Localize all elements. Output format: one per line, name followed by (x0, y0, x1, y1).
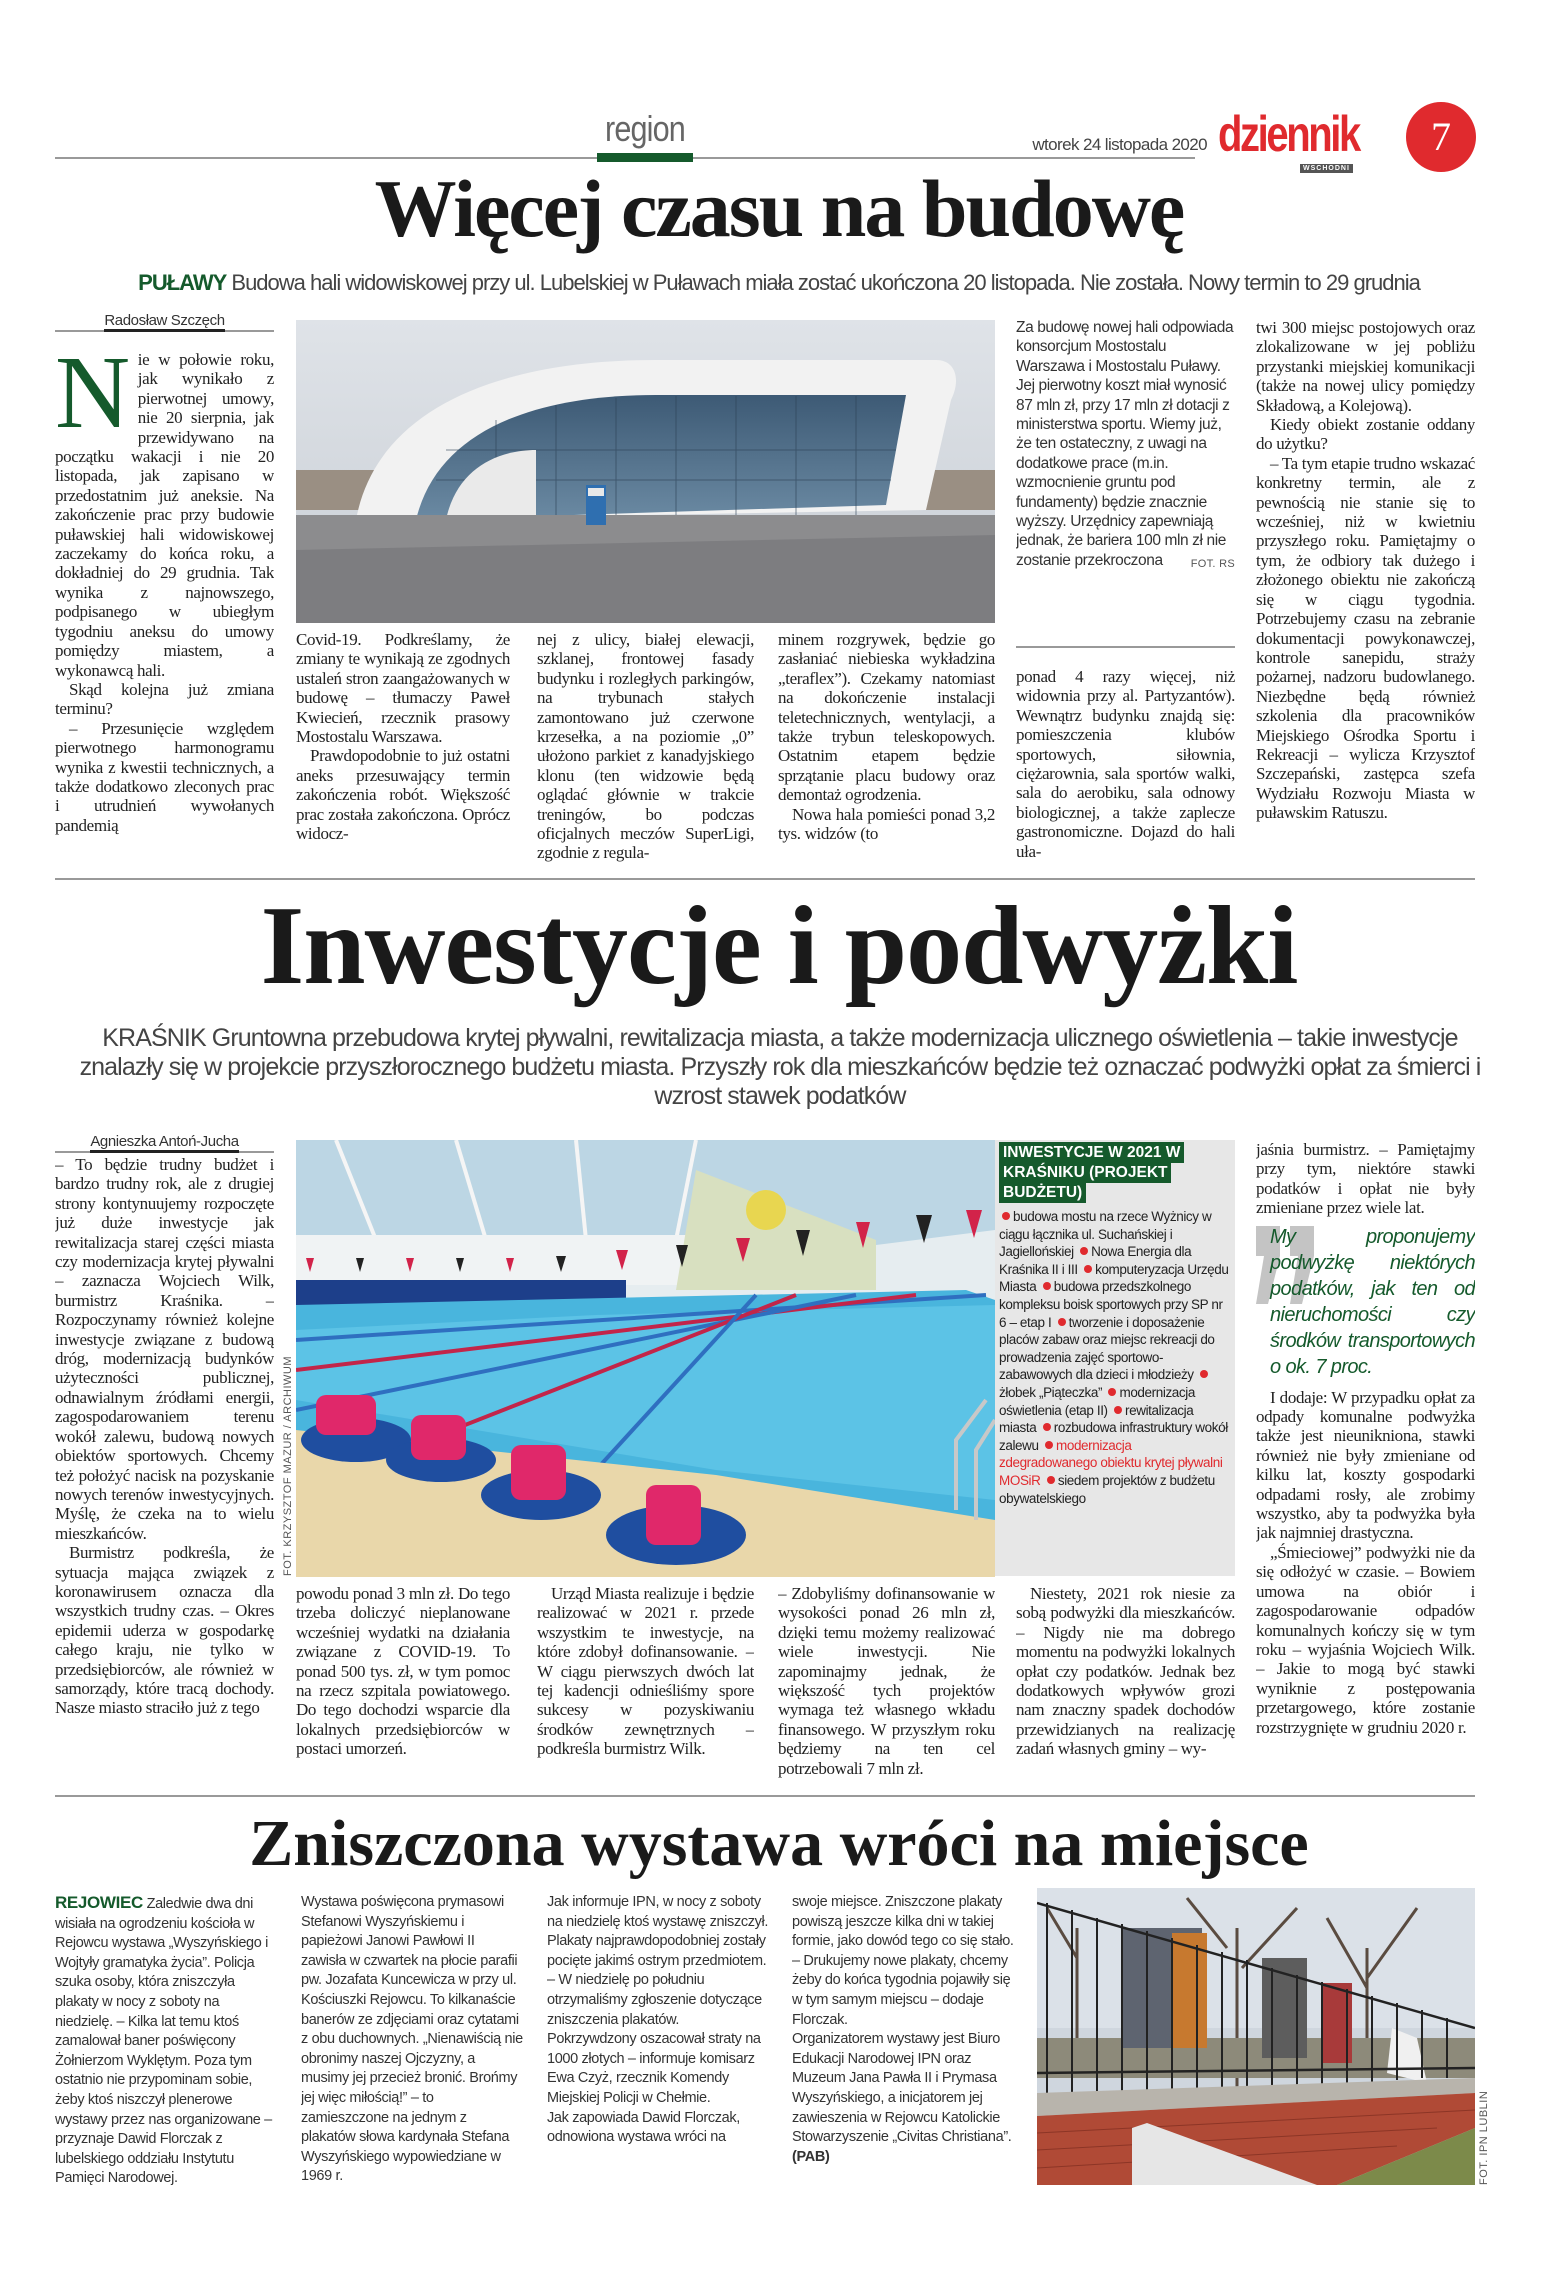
paragraph: – Zdobyliśmy dofinansowanie w wysokości ponad 26 mln zł, dzięki temu możemy realizować wiele inwestycji. Nie zapominajmy jednak, że większość tych projektów wymaga też własnego wkładu finansowego. W przyszłym roku będziemy na ten cel potrzebowali 7 mln zł. (778, 1584, 995, 1778)
article2-byline (55, 1133, 274, 1153)
photo-caption (1016, 318, 1235, 648)
list-item: Nowa Energia dla Kraśnika II i III (999, 1244, 1192, 1277)
article1-column-1 (55, 350, 274, 870)
article3-column-2 (301, 1893, 523, 2193)
paragraph: „Śmieciowej” podwyżki nie da się odłożyć w czasie. – Bowiem umowa na obiór i zagospodarowanie odpadów komunalnych kończy się w tym roku – wyjaśnia Wojciech Wilk. – Jakie to mogą być stawki wyniknie z postępowania przetargowego, które zostanie rozstrzygnięte w grudniu 2020 r. (1256, 1542, 1475, 1737)
investments-factbox (995, 1140, 1235, 1576)
author-name: Agnieszka Antoń-Jucha (90, 1133, 238, 1153)
bullet-icon (1058, 1318, 1066, 1326)
paragraph: Burmistrz podkreśla, że sytuacja mająca związek z koronawirusem oznacza dla wszystkich trudny czas. – Okres epidemii uderza w gospodarkę całego kraju, nie tylko w przedsiębiorców, ale również w samorządy, które tracą dochody. Nasze miasto straciło już z tego (55, 1543, 274, 1718)
paragraph: nej z ulicy, białej elewacji, szklanej, frontowej fasady budynku i rozległych parkingów, na trybunach stałych zamontowano już czerwone krzesełka, a na poziomie „0” ułożono parkiet z kanadyjskiego klonu (ten widzowie będą oglądać głównie w trakcie treningów, bo podczas oficjalnych meczów SuperLigi, zgodnie z regula- (537, 630, 754, 863)
paragraph: Nowa hala pomieści ponad 3,2 tys. widzów (to (778, 804, 995, 844)
paragraph: Organizatorem wystawy jest Biuro Edukacji Narodowej IPN oraz Muzeum Jana Pawła II i Prymasa Wyszyńskiego, a inicjatorem jej zawieszenia w Rejowcu Katolickie Stowarzyszenie „Civitas Christiana”. (792, 2031, 1012, 2146)
list-item: rozbudowa infrastruktury wokół zalewu (999, 1420, 1228, 1453)
drop-cap: N (55, 350, 130, 450)
article3-headline: Zniszczona wystawa wróci na miejsce (249, 1807, 1309, 1880)
author-name: Radosław Szczęch (104, 312, 224, 332)
lead-text: Budowa hali widowiskowej przy ul. Lubelskiej w Puławach miała zostać ukończona 20 listopada. Nie została. Nowy termin to 29 grudnia (231, 270, 1420, 295)
article2-column-3 (537, 1584, 754, 1784)
photo-credit: FOT. KRZYSZTOF MAZUR / ARCHIWUM (282, 1355, 294, 1576)
paragraph: Zaledwie dwa dni wisiała na ogrodzeniu kościoła w Rejowcu wystawa „Wyszyńskiego i Wojtyły gramatyka życia”. Policja szuka osoby, która zniszczyła plakaty w nocy z soboty na niedzielę. – Kilka lat temu ktoś zamalował baner poświęcony Żołnierzom Wyklętym. Poza tym ostatnio nie przypominam sobie, żeby ktoś niszczył plenerowe wystawy przez nas organizowane – przyznaje Dawid Florczak z lubelskiego oddziału Instytutu Pamięci Narodowej. (55, 1896, 272, 2187)
article2-column-4 (778, 1584, 995, 1784)
photo-credit: FOT. IPN LUBLIN (1478, 2090, 1490, 2185)
paragraph: Jak informuje IPN, w nocy z soboty na niedzielę ktoś wystawę zniszczył. Plakaty najprawdopodobniej zostały pocięte jakimś ostrym przedmiotem. – W niedzielę po południu otrzymaliśmy zgłoszenie dotyczące zniszczenia plakatów. Pokrzywdzony oszacował straty na 1000 złotych – informuje komisarz Ewa Czyż, rzecznik Komendy Miejskiej Policji w Chełmie. (547, 1894, 769, 2106)
paragraph: ie w połowie roku, jak wynikało z pierwotnej umowy, nie 20 sierpnia, jak przewidywano na początku wakacji i nie 20 listopada, jak zapisano w przedostatnim już aneksie. Na zakończenie prac przy budowie puławskiej hali widowiskowej zaczekamy do końca roku, a dokładniej do 29 grudnia. Tak wynika z najnowszego, podpisanego w ubiegłym tygodniu aneksu do umowy pomiędzy miastem, a wykonawcą hali. (55, 350, 274, 680)
bullet-icon (1080, 1247, 1088, 1255)
paragraph: Prawdopodobnie to już ostatni aneks przesuwający termin zakończenia robót. Większość prac została zakończona. Oprócz widocz- (296, 746, 510, 844)
article1-headline: Więcej czasu na budowę (374, 163, 1184, 254)
article1-byline (55, 312, 274, 332)
issue-date: wtorek 24 listopada 2020 (1032, 135, 1207, 154)
pull-quote-text: My proponujemy podwyżkę niektórych podatków, jak ten od nieruchomości czy środków transportowych o ok. 7 proc. (1270, 1225, 1475, 1378)
article3-column-1 (55, 1893, 277, 2193)
paragraph: swoje miejsce. Zniszczone plakaty powiszą jeszcze kilka dni w takiej formie, jako dowód tego co się stało. – Drukujemy nowe plakaty, chcemy żeby do końca tygodnia pojawiły się w tym samym miejscu – dodaje Florczak. (792, 1894, 1014, 2028)
paragraph: Covid-19. Podkreślamy, że zmiany te wynikają ze zgodnych ustaleń stron zaangażowanych w budowę – tłumaczy Paweł Kwiecień, rzecznik prasowy Mostostalu Warszawa. (296, 630, 510, 747)
paragraph: I dodaje: W przypadku opłat za odpady komunalne podwyżka także jest nieunikniona, stawki również nie były zmieniane od kilku lat, koszty gospodarki odpadami rosły, ale zrobimy wszystko, aby ta podwyżka była jak najmniej drastyczna. (1256, 1387, 1475, 1543)
paragraph: Jak zapowiada Dawid Florczak, odnowiona wystawa wróci na (547, 2109, 740, 2146)
list-item: żłobek „Piąteczka” (999, 1384, 1103, 1400)
list-item: siedem projektów z budżetu obywatelskiego (999, 1472, 1215, 1506)
paragraph: – Przesunięcie względem pierwotnego harmonogramu wynika z kwestii technicznych, a także dodatkowo zleconych prac i utrudnień wywołanych pandemią (55, 718, 274, 835)
article1-column-5 (1016, 667, 1235, 870)
lead-place: PUŁAWY (138, 270, 227, 295)
damaged-exhibition-photo (1037, 1888, 1475, 2185)
article2-column-6 (1256, 1140, 1475, 1785)
section-tab-marker (597, 153, 693, 162)
list-item: tworzenie i doposażenie placów zabaw oraz miejsc rekreacji do prowadzenia zajęć sportowo-zabawowych dla dzieci i młodzieży (999, 1314, 1215, 1383)
list-item: komputeryzacja Urzędu Miasta (999, 1261, 1229, 1295)
paragraph: – Ta tym etapie trudno wskazać konkretny termin, ale z pewnością nie stanie się to wcześniej, niż w kwietniu przyszłego roku. Pamiętajmy o tym, że odbiory tak dużego i złożonego obiektu nie zakończą się w ciągu tygodnia. Potrzebujemy czasu na zebranie dokumentacji powykonawczej, kontrole sanepidu, straży pożarnej, nadzoru budowlanego. Niezbędne będą również szkolenia dla pracowników Miejskiego Ośrodka Sportu i Rekreacji – wylicza Krzysztof Szczepański, zastępca szefa Wydziału Rozwoju Miasta w puławskim Ratuszu. (1256, 453, 1475, 823)
article3-column-4 (792, 1893, 1014, 2193)
author-signature: (PAB) (792, 2148, 830, 2165)
article1-lead (40, 270, 1518, 296)
list-item: rewitalizacja miasta (999, 1402, 1194, 1436)
article2-lead: KRAŚNIK Gruntowna przebudowa krytej pływalni, rewitalizacja miasta, a także modernizacja ulicznego oświetlenia – takie inwestycje znalazły się w projekcie przyszłorocznego budżetu miasta. Przyszły rok dla mieszkańców będzie też oznaczać podwyżki opłat za śmierci i wzrost stawek podatków (79, 1024, 1481, 1110)
bullet-icon (1045, 1441, 1053, 1449)
photo-credit: FOT. RS (1190, 557, 1235, 570)
article1-column-4 (778, 630, 995, 870)
section-label: region (605, 108, 685, 149)
pull-quote (1256, 1224, 1475, 1380)
bullet-icon (1043, 1423, 1051, 1431)
lead-place: REJOWIEC (55, 1893, 143, 1912)
paragraph: ponad 4 razy więcej, niż widownia przy al. Partyzantów). Wewnątrz budynku znajdą się: pomieszczenia klubów sportowych, siłownia, ciężarownia, sala sportów walki, sala do aerobiku, sala odnowy biologicznej, a także zaplecze gastronomiczne. Dojazd do hali uła- (1016, 667, 1235, 861)
list-item-highlighted: modernizacja zdegradowanego obiektu krytej pływalni MOSiR (999, 1437, 1223, 1488)
caption-text: Za budowę nowej hali odpowiada konsorcjum Mostostalu Warszawa i Mostostalu Puławy. Jej pierwotny koszt miał wynosić 87 mln zł, przy 17 mln zł dotacji z ministerstwa sportu. Wiemy już, że ten ostateczny, z uwagi na dodatkowe prace (m.in. wzmocnienie gruntu pod fundamenty) będzie znacznie wyższy. Urzędnicy zapewniają jednak, że bariera 100 mln zł nie zostanie przekroczona (1016, 319, 1234, 569)
bullet-icon (1108, 1388, 1116, 1396)
paragraph: Kiedy obiekt zostanie oddany do użytku? (1256, 415, 1475, 454)
list-item: budowa mostu na rzece Wyżnicy w ciągu łącznika ul. Suchańskiej i Jagiellońskiej (999, 1209, 1212, 1260)
newspaper-logo-subtitle: WSCHODNI (1300, 164, 1353, 173)
list-item: budowa przedszkolnego kompleksu boisk sportowych przy SP nr 6 – etap I (999, 1279, 1223, 1330)
article-divider (55, 1795, 1475, 1797)
bullet-icon (1114, 1406, 1122, 1414)
paragraph: jaśnia burmistrz. – Pamiętajmy przy tym, niektóre stawki podatków i opłat nie były zmieniane przez wiele lat. (1256, 1140, 1475, 1218)
page-number: 7 (1406, 102, 1476, 172)
paragraph: Skąd kolejna już zmiana terminu? (55, 679, 274, 719)
sports-hall-photo (296, 320, 995, 623)
article1-column-2 (296, 630, 510, 870)
newspaper-logo: dziennik (1218, 106, 1359, 162)
article3-column-3 (547, 1893, 769, 2193)
article1-column-6 (1256, 318, 1475, 870)
paragraph: – To będzie trudny budżet i bardzo trudny rok, ale z drugiej strony kontynuujemy rozpoczęte już duże inwestycje jak rewitalizacja starej części miasta czy modernizacja krytej pływalni – zaznacza Wojciech Wilk, burmistrz Kraśnika. – Rozpoczynamy również kolejne inwestycje związane z budową dróg, modernizacją budynków użyteczności publicznej, odnawialnym źródłami energii, zagospodarowaniem terenu wokół zalewu, budową nowych obiektów sportowych. Chcemy też położyć nacisk na pozyskanie nowych terenów inwestycyjnych. Myślę, że czeka na to wielu mieszkańców. (55, 1155, 274, 1543)
list-item: modernizacja oświetlenia (etap II) (999, 1384, 1195, 1418)
bullet-icon (1084, 1265, 1092, 1273)
article-divider (55, 878, 1475, 880)
factbox-title: INWESTYCJE W 2021 W KRAŚNIKU (PROJEKT BUDŻETU) (999, 1142, 1184, 1203)
factbox-list (999, 1208, 1231, 1507)
bullet-icon (1047, 1476, 1055, 1484)
article1-column-3 (537, 630, 754, 870)
paragraph: Wystawa poświęcona prymasowi Stefanowi Wyszyńskiemu i papieżowi Janowi Pawłowi II zawisła w czwartek na płocie parafii pw. Jozafata Kuncewicza w przy ul. Kościuszki Rejowcu. To kilkanaście banerów ze zdjęciami oraz cytatami z obu duchownych. „Nienawiścią nie obronimy naszej Ojczyzny, a musimy jej przecież bronić. Brońmy jej więc miłością!” – to zamieszczone na jednym z plakatów słowa kardynała Stefana Wyszyńskiego wypowiedziane w 1969 r. (301, 1894, 523, 2185)
article2-headline: Inwestycje i podwyżki (260, 884, 1298, 1008)
article2-column-5 (1016, 1584, 1235, 1784)
article2-column-1 (55, 1155, 274, 1785)
bullet-icon (1043, 1282, 1051, 1290)
article2-column-2 (296, 1584, 510, 1784)
paragraph: Niestety, 2021 rok niesie za sobą podwyżki dla mieszkańców. – Nigdy nie ma dobrego momentu na podwyżki lokalnych opłat czy podatków. Jednak bez dodatkowych wpływów grozi nam znaczny spadek dochodów przewidzianych na realizację zadań własnych gminy – wy- (1016, 1584, 1235, 1759)
swimming-pool-photo (296, 1140, 995, 1577)
paragraph: powodu ponad 3 mln zł. Do tego trzeba doliczyć nieplanowane wcześniej wydatki na działania związane z COVID-19. To ponad 500 tys. zł, w tym pomoc na rzecz szpitala powiatowego. Do tego dochodzi wsparcie dla lokalnych przedsiębiorców w postaci umorzeń. (296, 1584, 510, 1759)
bullet-icon (1200, 1370, 1208, 1378)
paragraph: twi 300 miejsc postojowych oraz zlokalizowane w jej pobliżu przystanki miejskiej komunikacji (także na nowej ulicy pomiędzy Składową, a Kolejową). (1256, 318, 1475, 415)
paragraph: minem rozgrywek, będzie go zasłaniać niebieska wykładzina „teraflex”). Czekamy natomiast na dokończenie instalacji teletechnicznych, wentylacji, a także trybun teleskopowych. Ostatnim etapem będzie sprzątanie placu budowy oraz demontaż ogrodzenia. (778, 630, 995, 805)
paragraph: Urząd Miasta realizuje i będzie realizować w 2021 r. przede wszystkim te inwestycje, na które zdobył dofinansowanie. – W ciągu pierwszych dwóch lat tej kadencji odnieśliśmy spore sukcesy w pozyskiwaniu środków zewnętrznych – podkreśla burmistrz Wilk. (537, 1584, 754, 1759)
bullet-icon (1002, 1212, 1010, 1220)
